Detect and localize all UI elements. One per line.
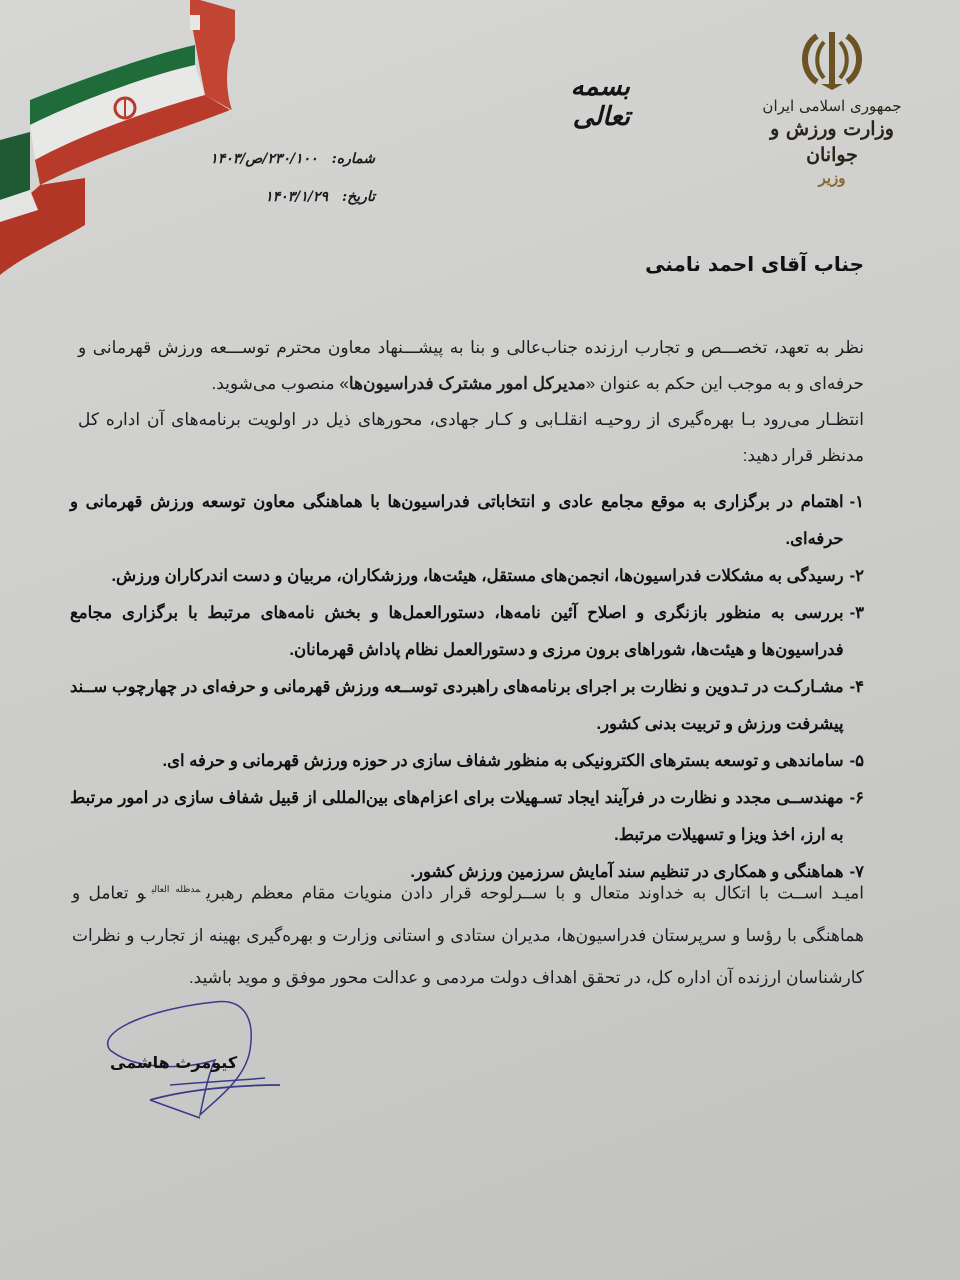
item-text: مهندســی مجدد و نظارت در فرآیند ایجاد تسـهیلات برای اعزام‌های بین‌المللی از قبیل شفاف سازی در امور مرتبط به ارز، اخذ ویزا و تسهیلات مرتبط.: [70, 789, 844, 844]
intro-text-part: » منصوب می‌شوید.: [211, 374, 349, 393]
date-label: تاریخ:: [341, 189, 375, 205]
intro-text: [78, 330, 864, 474]
intro-paragraph-1: [78, 330, 864, 402]
closing-text-part: امیـد اســت با اتکال به خداوند متعال و با ســرلوحه قرار دادن منویات مقام معظم رهبری: [206, 883, 865, 903]
item-number: ۳-: [849, 604, 864, 622]
number-value: ۲۳۰/۱۰۰/ص/۱۴۰۳: [210, 151, 318, 167]
iran-flag-ribbon-icon: [0, 0, 240, 290]
intro-text-part: نظر به تعهد، تخصـــص و تجارب ارزنده جناب‌عالی و بنا به پیشـــنهاد معاون محترم توســـعه ورزش قهرمانی و حرفه‌ای و به موجب این حکم به عنوان «: [78, 338, 864, 393]
closing-text-part: و تعامل و هماهنگی با رؤسا و سرپرستان فدراسیون‌ها، مدیران ستادی و استانی وزارت و بهره‌گیری بهینه از تجارب و نظرات کارشناسان ارزنده آن اداره کل، در تحقق اهداف دولت مردمی و عدالت محور موفق و موید باشید.: [72, 883, 864, 987]
list-item: [70, 743, 864, 780]
date-value: ۱۴۰۳/۱/۲۹: [265, 189, 328, 205]
item-text: مشـارکـت در تـدوین و نظارت بر اجرای برنامه‌های راهبردی توســعه ورزش قهرمانی و حرفه‌ای در چهارچوب ســند پیشرفت ورزش و تربیت بدنی کشور.: [70, 678, 844, 733]
letter-number: [210, 140, 375, 178]
priorities-list: [70, 484, 864, 891]
item-number: ۴-: [849, 678, 864, 696]
item-text: اهتمام در برگزاری به موقع مجامع عادی و انتخاباتی فدراسیون‌ها با هماهنگی معاون توسعه ورزش قهرمانی و حرفه‌ای.: [70, 493, 844, 548]
item-number: ۲-: [849, 567, 864, 585]
list-item: [70, 669, 864, 743]
list-item: [70, 558, 864, 595]
iran-emblem-icon: [797, 26, 867, 92]
closing-paragraph: [72, 868, 864, 999]
item-text: هماهنگی و همکاری در تنظیم سند آمایش سرزمین ورزش کشور.: [410, 863, 844, 881]
office-title: وزیر: [818, 169, 846, 187]
item-text: ساماندهی و توسعه بسترهای الکترونیکی به منظور شفاف سازی در حوزه ورزش قهرمانی و حرفه ای.: [162, 752, 844, 770]
item-number: ۱-: [849, 493, 864, 511]
list-item: [70, 595, 864, 669]
item-number: ۶-: [849, 789, 864, 807]
number-label: شماره:: [331, 151, 375, 167]
item-number: ۵-: [849, 752, 864, 770]
item-number: ۷-: [849, 863, 864, 881]
honorific: مدظله العالی: [151, 884, 201, 894]
intro-paragraph-2: انتظـار می‌رود بـا بهره‌گیری از روحیـه انقلـابی و کـار جهادی، محورهای ذیل در اولویت برنامه‌های آن اداره کل مدنظر قرار دهید:: [78, 410, 864, 465]
item-text: رسیدگی به مشکلات فدراسیون‌ها، انجمن‌های مستقل، هیئت‌ها، ورزشکاران، مربیان و دست اندرکاران ورزش.: [111, 567, 844, 585]
item-text: بررسی به منظور بازنگری و اصلاح آئین نامه‌ها، دستورالعمل‌ها و بخش نامه‌های مرتبط با برگزاری مجامع فدراسیون‌ها و هیئت‌ها، شوراهای برون مرزی و دستورالعمل نظام پاداش قهرمانان.: [70, 604, 844, 659]
letter-date: [210, 178, 375, 216]
list-item: [70, 780, 864, 854]
letterhead: [752, 26, 912, 188]
appointed-title: مدیرکل امور مشترک فدراسیون‌ها: [348, 374, 586, 393]
ministry-name: وزارت ورزش و جوانان: [770, 118, 894, 166]
letter-meta: [210, 140, 375, 216]
signer-name: کیومرث هاشمی: [110, 1053, 238, 1072]
government-name: جمهوری اسلامی ایران: [762, 97, 902, 115]
basmala-heading: بسمه تعالی: [570, 72, 630, 132]
list-item: [70, 484, 864, 558]
recipient-name: جناب آقای احمد نامنی: [645, 252, 864, 276]
